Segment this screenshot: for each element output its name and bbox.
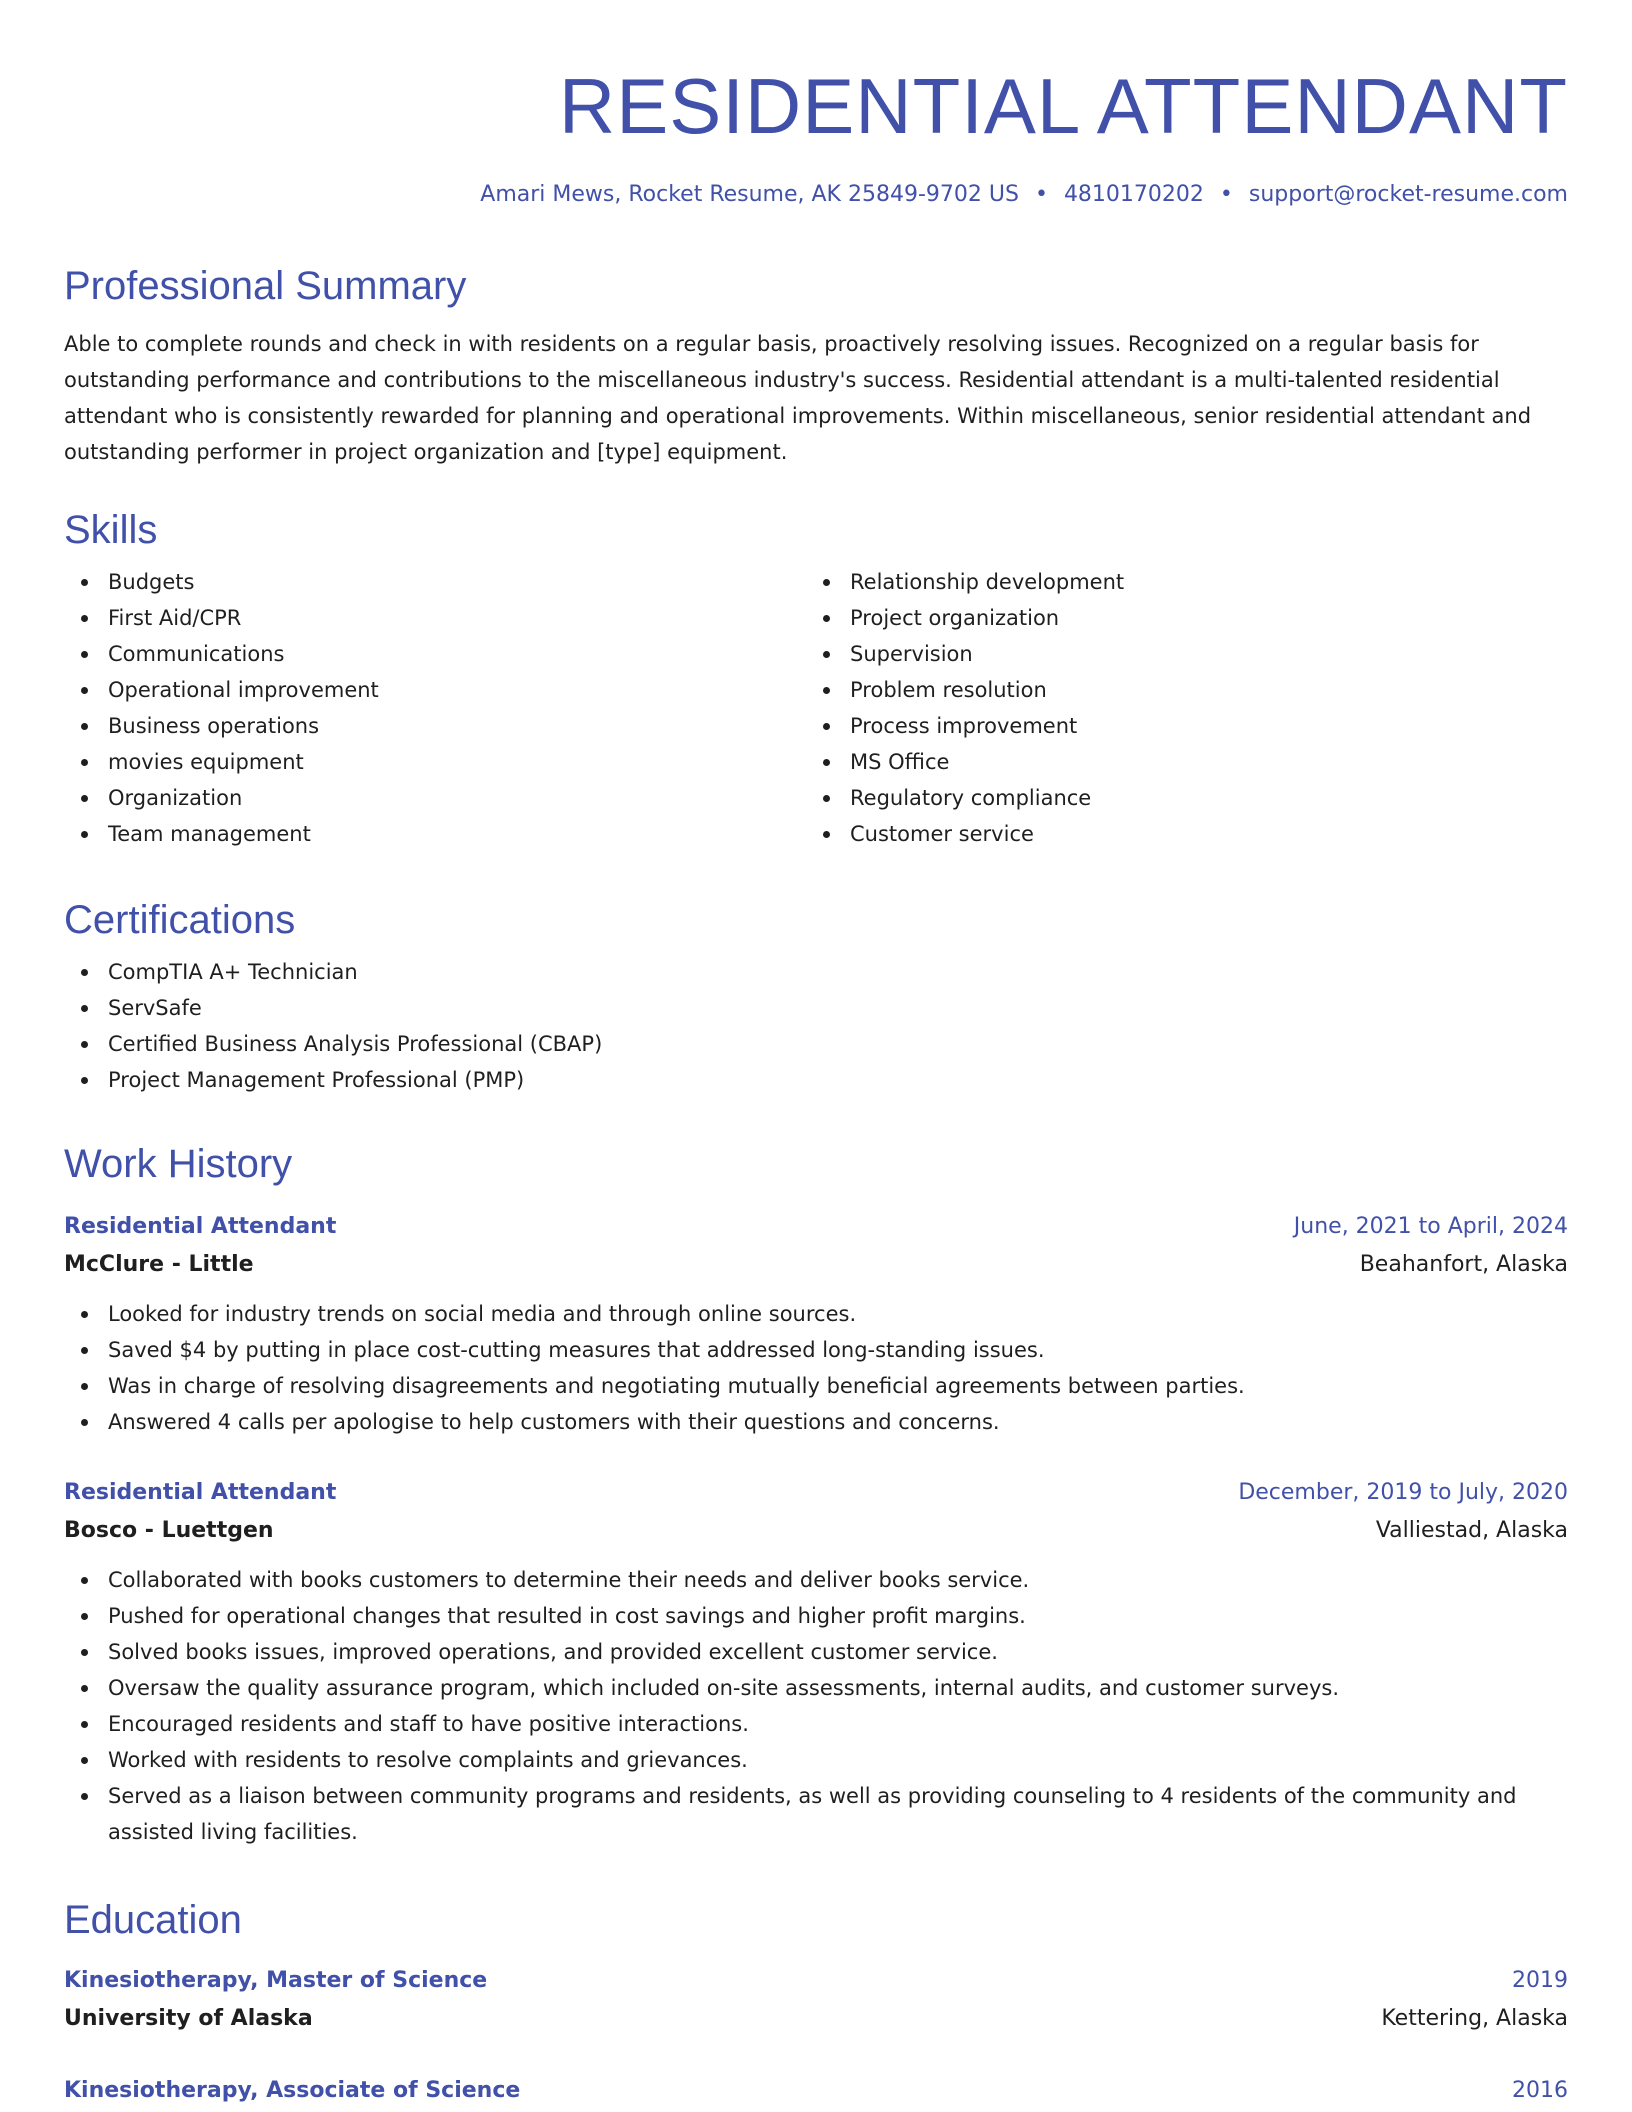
work-history-section (64, 1140, 1568, 1850)
skills-columns (64, 564, 1568, 852)
job-entry (64, 1208, 1568, 1440)
work-history-heading: Work History (64, 1142, 293, 1186)
job-dates: December, 2019 to July, 2020 (1238, 1480, 1568, 1505)
summary-text: Able to complete rounds and check in with residents on a regular basis, proactively resolving issues. Recognized on a regular basis for outstanding performance and contributions to the miscellaneous industry's success. Residential attendant is a multi-talented residential attendant who is consistently rewarded for planning and operational improvements. Within miscellaneous, senior residential attendant and outstanding performer in project organization and [type] equipment. (64, 332, 1532, 464)
skill-item: Organization (64, 780, 806, 816)
summary-heading: Professional Summary (64, 264, 467, 308)
job-company-row (64, 1246, 1568, 1284)
job-location: Valliestad, Alaska (1375, 1518, 1568, 1543)
certification-item: CompTIA A+ Technician (64, 954, 1568, 990)
resume-name: RESIDENTIAL ATTENDANT (558, 62, 1568, 150)
job-bullet: Was in charge of resolving disagreements and negotiating mutually beneficial agreements between parties. (64, 1368, 1568, 1404)
job-bullet: Pushed for operational changes that resulted in cost savings and higher profit margins. (64, 1598, 1568, 1634)
job-bullet: Collaborated with books customers to determine their needs and deliver books service. (64, 1562, 1568, 1598)
skill-item: Customer service (806, 816, 1548, 852)
education-degree: Kinesiotherapy, Master of Science (64, 1968, 488, 1993)
job-company-row (64, 1512, 1568, 1550)
skill-item: Regulatory compliance (806, 780, 1548, 816)
education-heading: Education (64, 1898, 242, 1942)
education-degree: Kinesiotherapy, Associate of Science (64, 2078, 521, 2103)
certification-item: ServSafe (64, 990, 1568, 1026)
skill-item: Team management (64, 816, 806, 852)
contact-line (480, 182, 1568, 207)
skills-list-right (806, 564, 1548, 852)
job-header-row (64, 1208, 1568, 1246)
job-bullets (64, 1296, 1568, 1440)
summary-section (64, 262, 1568, 470)
skill-item: MS Office (806, 744, 1548, 780)
job-company: Bosco - Luettgen (64, 1518, 274, 1543)
education-year: 2016 (1512, 2078, 1568, 2103)
education-entry (64, 2072, 1568, 2110)
skills-list-left (64, 564, 806, 852)
certification-item: Project Management Professional (PMP) (64, 1062, 1568, 1098)
certifications-heading: Certifications (64, 898, 296, 942)
job-bullet: Oversaw the quality assurance program, which included on-site assessments, internal audits, and customer surveys. (64, 1670, 1568, 1706)
skill-item: First Aid/CPR (64, 600, 806, 636)
job-location: Beahanfort, Alaska (1359, 1252, 1568, 1277)
skill-item: Process improvement (806, 708, 1548, 744)
skill-item: Communications (64, 636, 806, 672)
skill-item: Project organization (806, 600, 1548, 636)
skill-item: Business operations (64, 708, 806, 744)
certification-item: Certified Business Analysis Professional (CBAP) (64, 1026, 1568, 1062)
job-bullet: Encouraged residents and staff to have positive interactions. (64, 1706, 1568, 1742)
job-bullet: Answered 4 calls per apologise to help customers with their questions and concerns. (64, 1404, 1568, 1440)
education-entry (64, 1962, 1568, 2038)
contact-phone: 4810170202 (1063, 182, 1204, 207)
education-degree-row (64, 2072, 1568, 2110)
job-bullet: Saved $4 by putting in place cost-cutting measures that addressed long-standing issues. (64, 1332, 1568, 1368)
job-dates: June, 2021 to April, 2024 (1293, 1214, 1568, 1239)
skills-heading: Skills (64, 508, 158, 552)
education-school: University of Alaska (64, 2006, 313, 2031)
education-year: 2019 (1512, 1968, 1568, 1993)
skill-item: Operational improvement (64, 672, 806, 708)
education-degree-row (64, 1962, 1568, 2000)
job-bullet: Served as a liaison between community programs and residents, as well as providing counseling to 4 residents of the community and assisted living facilities. (64, 1778, 1568, 1850)
skill-item: Supervision (806, 636, 1548, 672)
certifications-list (64, 954, 1568, 1098)
education-location: Kettering, Alaska (1381, 2006, 1568, 2031)
job-title: Residential Attendant (64, 1480, 337, 1505)
contact-address: Amari Mews, Rocket Resume, AK 25849-9702 US (480, 182, 1019, 207)
job-bullets (64, 1562, 1568, 1850)
job-bullet: Solved books issues, improved operations, and provided excellent customer service. (64, 1634, 1568, 1670)
contact-separator: • (1219, 182, 1233, 207)
skill-item: movies equipment (64, 744, 806, 780)
job-bullet: Worked with residents to resolve complaints and grievances. (64, 1742, 1568, 1778)
job-entry (64, 1474, 1568, 1850)
job-title: Residential Attendant (64, 1214, 337, 1239)
skill-item: Relationship development (806, 564, 1548, 600)
contact-email: support@rocket-resume.com (1248, 182, 1568, 207)
education-school-row (64, 2000, 1568, 2038)
skills-section (64, 506, 1568, 852)
skill-item: Problem resolution (806, 672, 1548, 708)
skill-item: Budgets (64, 564, 806, 600)
job-company: McClure - Little (64, 1252, 254, 1277)
certifications-section (64, 896, 1568, 1098)
education-section (64, 1896, 1568, 2110)
job-header-row (64, 1474, 1568, 1512)
contact-separator: • (1034, 182, 1048, 207)
job-bullet: Looked for industry trends on social media and through online sources. (64, 1296, 1568, 1332)
